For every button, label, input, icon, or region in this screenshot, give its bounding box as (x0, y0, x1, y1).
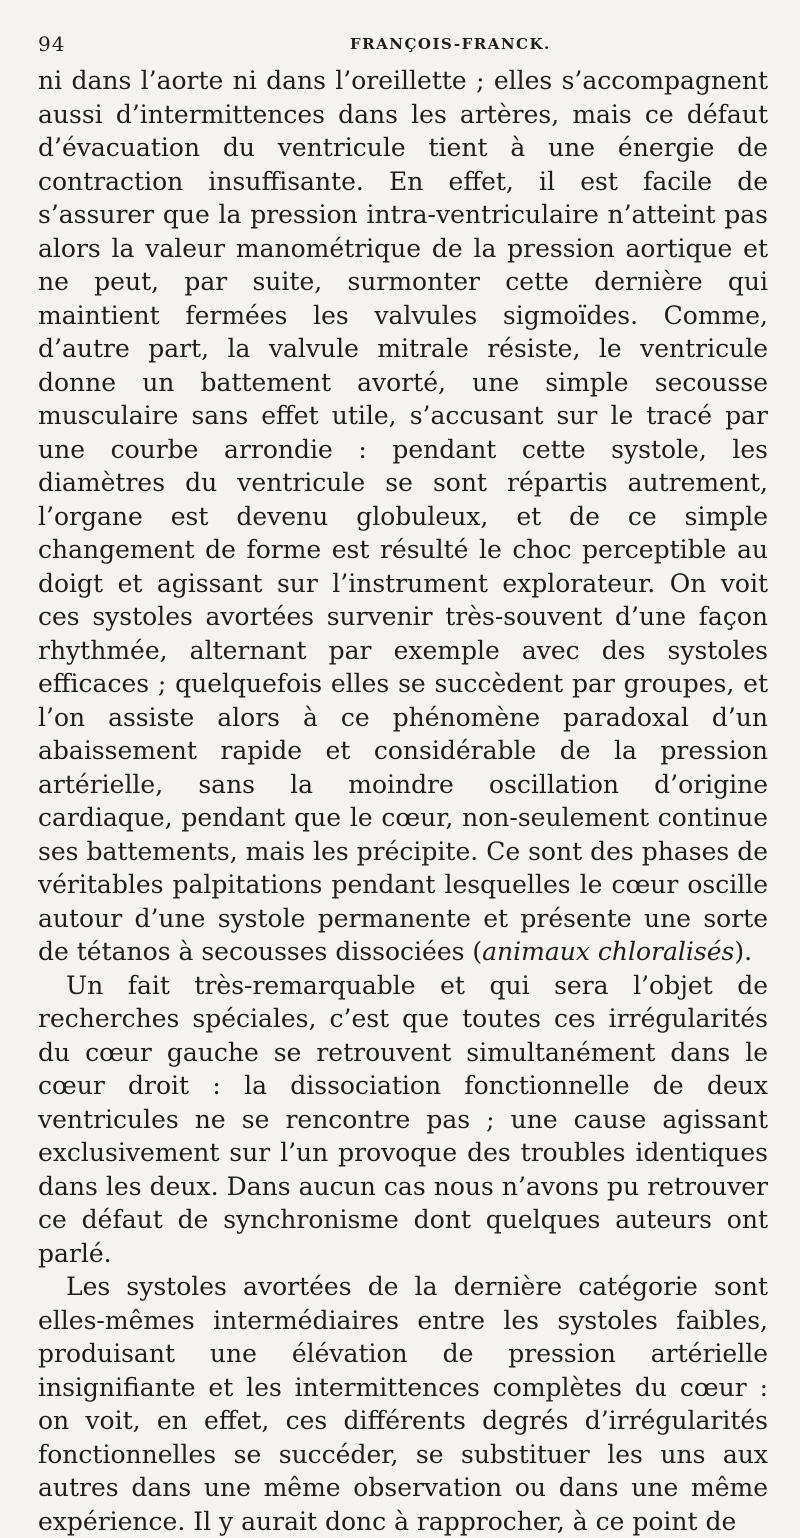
paragraph-2-text: Un fait très-remarquable et qui sera l’objet de recherches spéciales, c’est que toutes ces irrégularités du cœur gauche se retrouvent simultanément dans le cœur droit : la dissociation fonctionnelle de deux ventricules ne se rencontre pas ; une cause agissant exclusivement sur l’un provoque des troubles identiques dans les deux. Dans aucun cas nous n’avons pu retrouver ce défaut de synchronisme dont quelques auteurs ont parlé. (38, 970, 768, 1268)
paragraph-1 (38, 64, 768, 969)
paragraph-2 (38, 969, 768, 1271)
running-head: FRANÇOIS-FRANCK. (350, 35, 551, 53)
body-text (38, 64, 768, 1538)
paragraph-1-text: ni dans l’aorte ni dans l’oreillette ; elles s’accompagnent aussi d’intermittences dans les artères, mais ce défaut d’évacuation du ventricule tient à une énergie de contraction insuffisante. En effet, il est facile de s’assurer que la pression intra-ventriculaire n’atteint pas alors la valeur manométrique de la pression aortique et ne peut, par suite, surmonter cette dernière qui maintient fermées les valvules sigmoïdes. Comme, d’autre part, la valvule mitrale résiste, le ventricule donne un battement avorté, une simple secousse musculaire sans effet utile, s’accusant sur le tracé par une courbe arrondie : pendant cette systole, les diamètres du ventricule se sont répartis autrement, l’organe est devenu globuleux, et de ce simple changement de forme est résulté le choc perceptible au doigt et agissant sur l’instrument explorateur. On voit ces systoles avortées survenir très-souvent d’une façon rhythmée, alternant par exemple avec des systoles efficaces ; quelquefois elles se succèdent par groupes, et l’on assiste alors à ce phénomène paradoxal d’un abaissement rapide et considérable de la pression artérielle, sans la moindre oscillation d’origine cardiaque, pendant que le cœur, non-seulement continue ses battements, mais les précipite. Ce sont des phases de véritables palpitations pendant lesquelles le cœur oscille autour d’une systole permanente et présente une sorte de tétanos à secousses dissociées ( (38, 66, 768, 966)
page-header (38, 26, 760, 60)
paragraph-3-text: Les systoles avortées de la dernière catégorie sont elles-mêmes intermédiaires entre les systoles faibles, produisant une élévation de pression artérielle insignifiante et les intermittences complètes du cœur : on voit, en effet, ces différents degrés d’irrégularités fonctionnelles se succéder, se substituer les uns aux autres dans une même observation ou dans une même expérience. Il y aurait donc à rapprocher, à ce point de (38, 1272, 768, 1536)
page-number: 94 (38, 32, 66, 56)
paragraph-1-closing: ). (734, 937, 753, 966)
paragraph-1-emphasis: animaux chloralisés (482, 937, 735, 966)
paragraph-3 (38, 1270, 768, 1538)
